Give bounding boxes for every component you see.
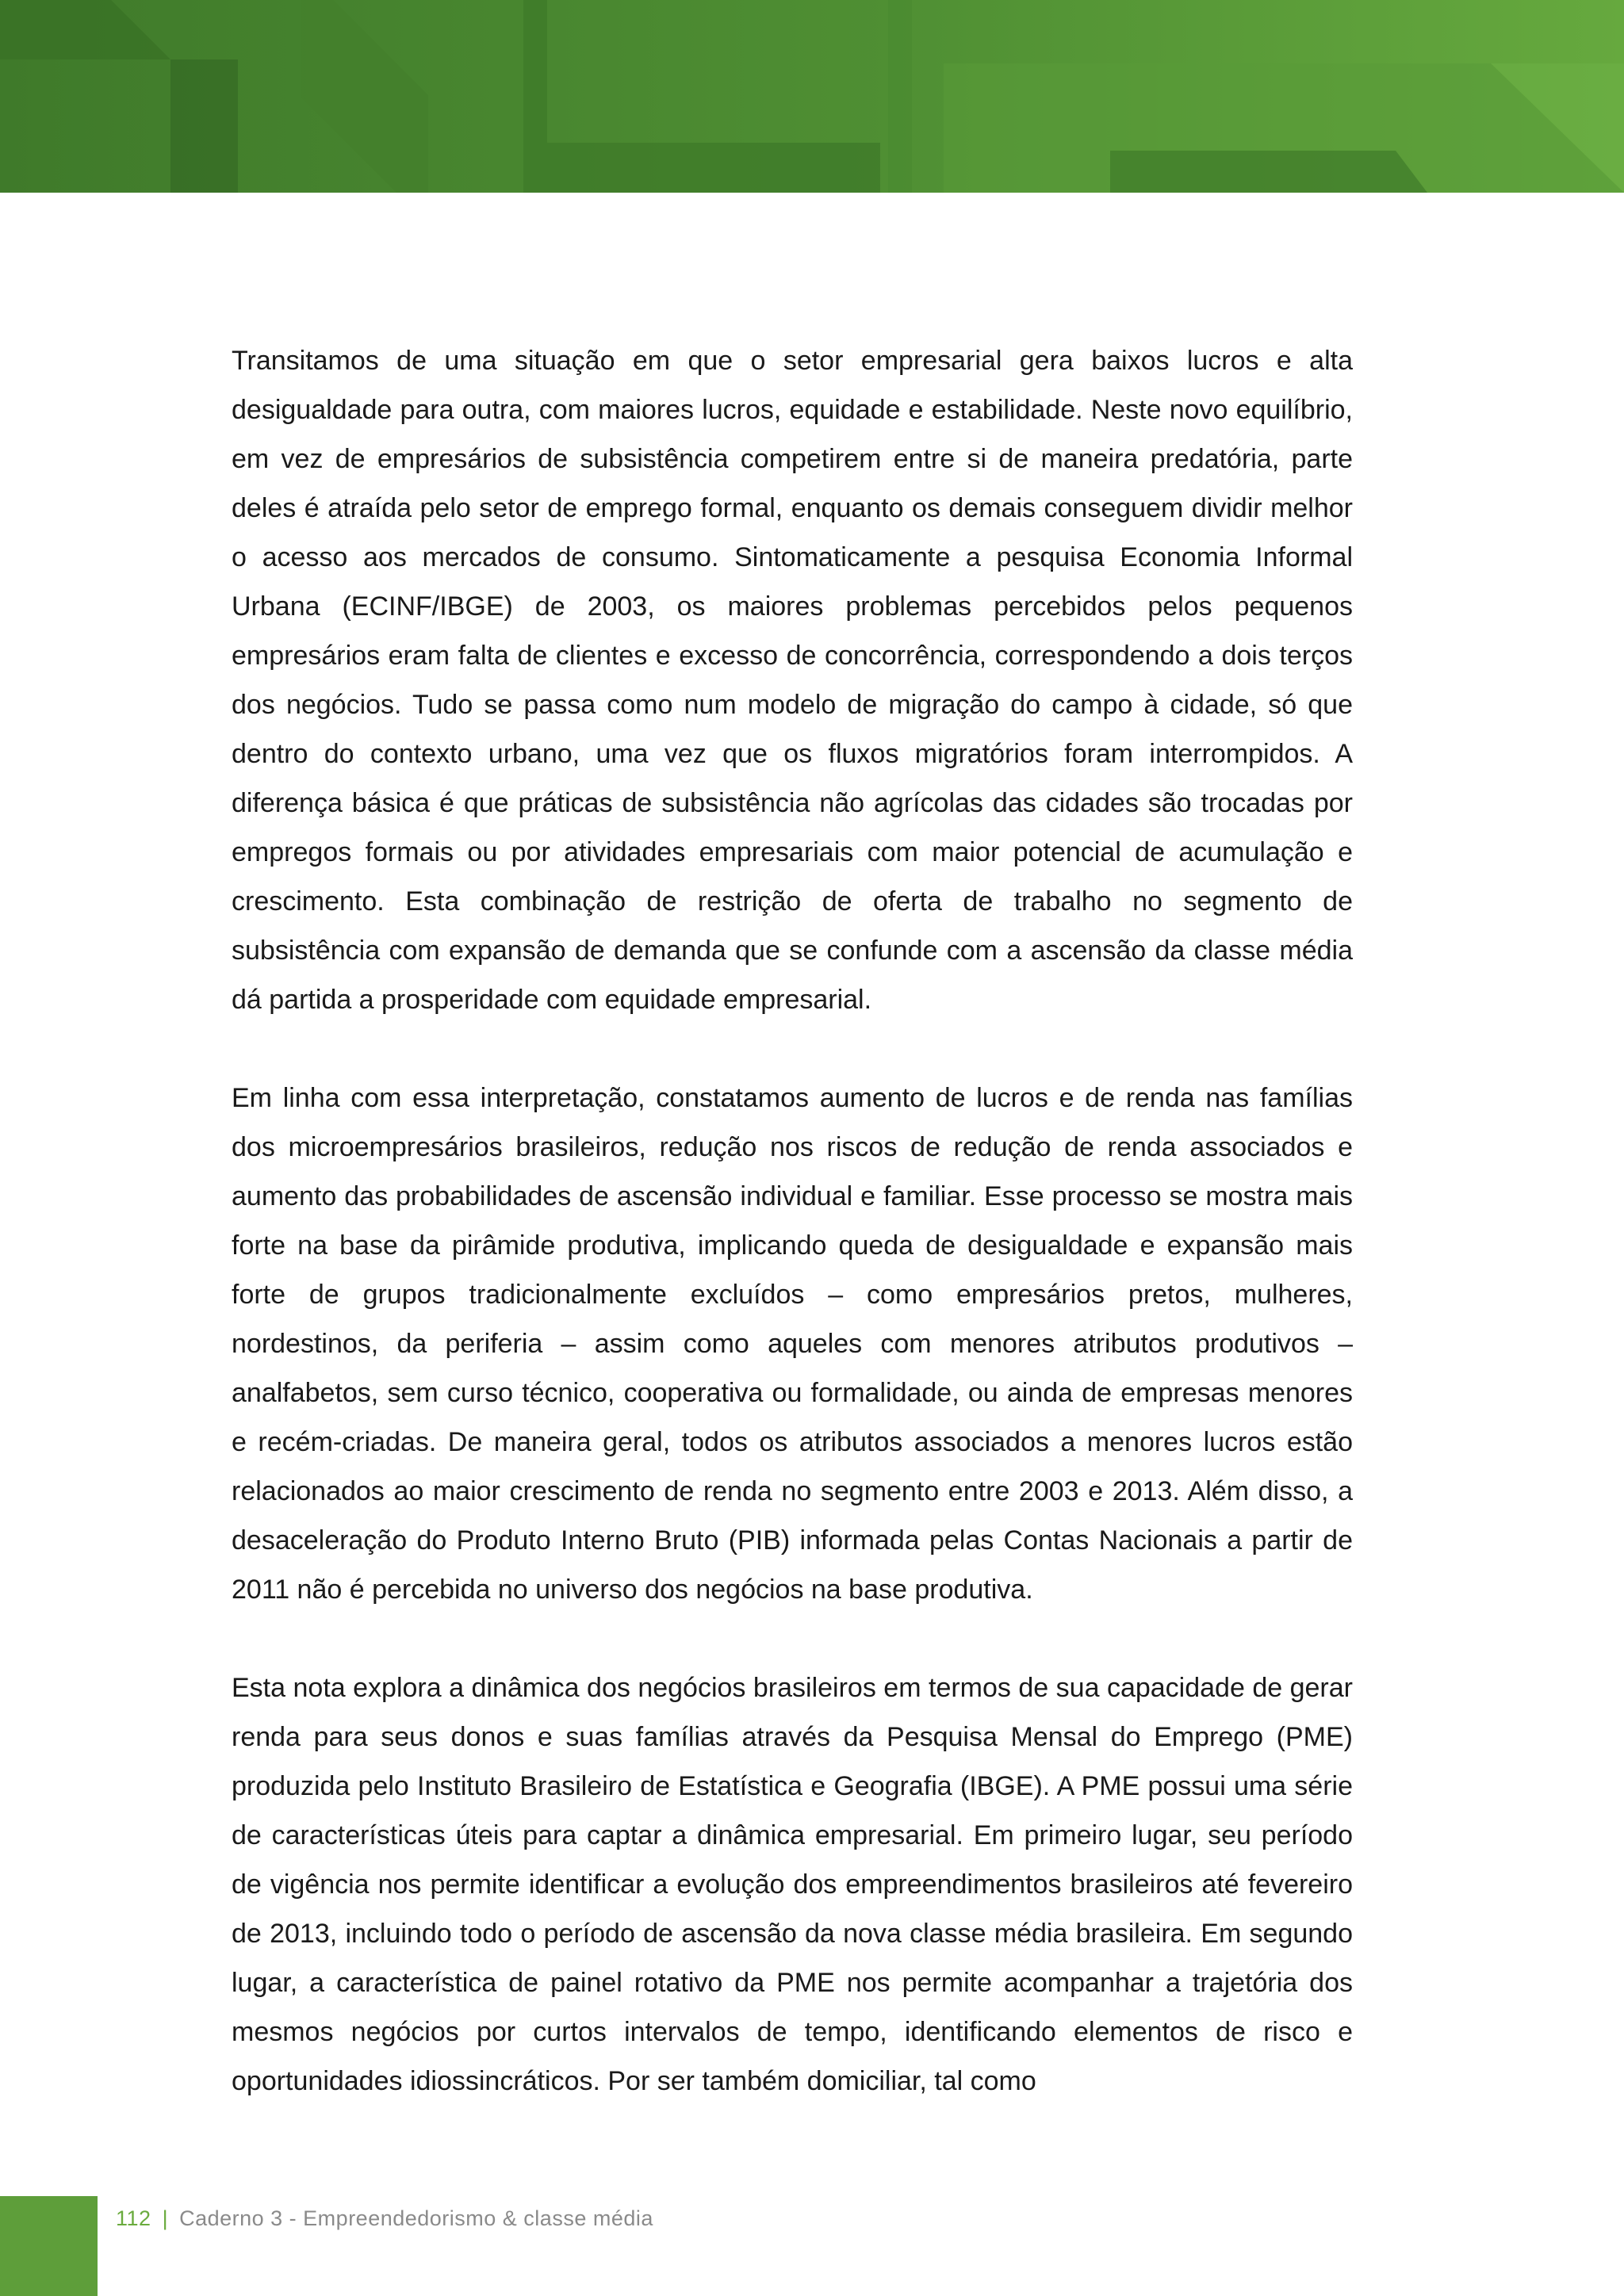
footer-separator: |	[162, 2206, 169, 2230]
body-paragraph-1: Transitamos de uma situação em que o setor empresarial gera baixos lucros e alta desigualdade para outra, com maiores lucros, equidade e estabilidade. Neste novo equilíbrio, em vez de empresários de subsistência competirem entre si de maneira predatória, parte deles é atraída pelo setor de emprego formal, enquanto os demais conseguem dividir melhor o acesso aos mercados de consumo. Sintomaticamente a pesquisa Economia Informal Urbana (ECINF/IBGE) de 2003, os maiores problemas percebidos pelos pequenos empresários eram falta de clientes e excesso de concorrência, correspondendo a dois terços dos negócios. Tudo se passa como num modelo de migração do campo à cidade, só que dentro do contexto urbano, uma vez que os fluxos migratórios foram interrompidos. A diferença básica é que práticas de subsistência não agrícolas das cidades são trocadas por empregos formais ou por atividades empresariais com maior potencial de acumulação e crescimento. Esta combinação de restrição de oferta de trabalho no segmento de subsistência com expansão de demanda que se confunde com a ascensão da classe média dá partida a prosperidade com equidade empresarial.	[232, 346, 1353, 1015]
page-number: 112	[116, 2206, 151, 2230]
page-footer	[116, 2202, 653, 2234]
body-paragraph-3: Esta nota explora a dinâmica dos negócios brasileiros em termos de sua capacidade de gerar renda para seus donos e suas famílias através da Pesquisa Mensal do Emprego (PME) produzida pelo Instituto Brasileiro de Estatística e Geografia (IBGE). A PME possui uma série de características úteis para captar a dinâmica empresarial. Em primeiro lugar, seu período de vigência nos permite identificar a evolução dos empreendimentos brasileiros até fevereiro de 2013, incluindo todo o período de ascensão da nova classe média brasileira. Em segundo lugar, a característica de painel rotativo da PME nos permite acompanhar a trajetória dos mesmos negócios por curtos intervalos de tempo, identificando elementos de risco e oportunidades idiossincráticos. Por ser também domiciliar, tal como	[232, 1673, 1353, 2096]
banner-graphic	[0, 0, 1624, 193]
body-paragraph-2: Em linha com essa interpretação, constatamos aumento de lucros e de renda nas famílias dos microempresários brasileiros, redução nos riscos de redução de renda associados e aumento das probabilidades de ascensão individual e familiar. Esse processo se mostra mais forte na base da pirâmide produtiva, implicando queda de desigualdade e expansão mais forte de grupos tradicionalmente excluídos – como empresários pretos, mulheres, nordestinos, da periferia – assim como aqueles com menores atributos produtivos – analfabetos, sem curso técnico, cooperativa ou formalidade, ou ainda de empresas menores e recém-criadas. De maneira geral, todos os atributos associados a menores lucros estão relacionados ao maior crescimento de renda no segmento entre 2003 e 2013. Além disso, a desaceleração do Produto Interno Bruto (PIB) informada pelas Contas Nacionais a partir de 2011 não é percebida no universo dos negócios na base produtiva.	[232, 1083, 1353, 1605]
footer-color-block	[0, 2196, 98, 2296]
header-banner	[0, 0, 1624, 193]
main-text	[232, 336, 1353, 2106]
publication-title: Caderno 3 - Empreendedorismo & classe média	[179, 2206, 653, 2230]
